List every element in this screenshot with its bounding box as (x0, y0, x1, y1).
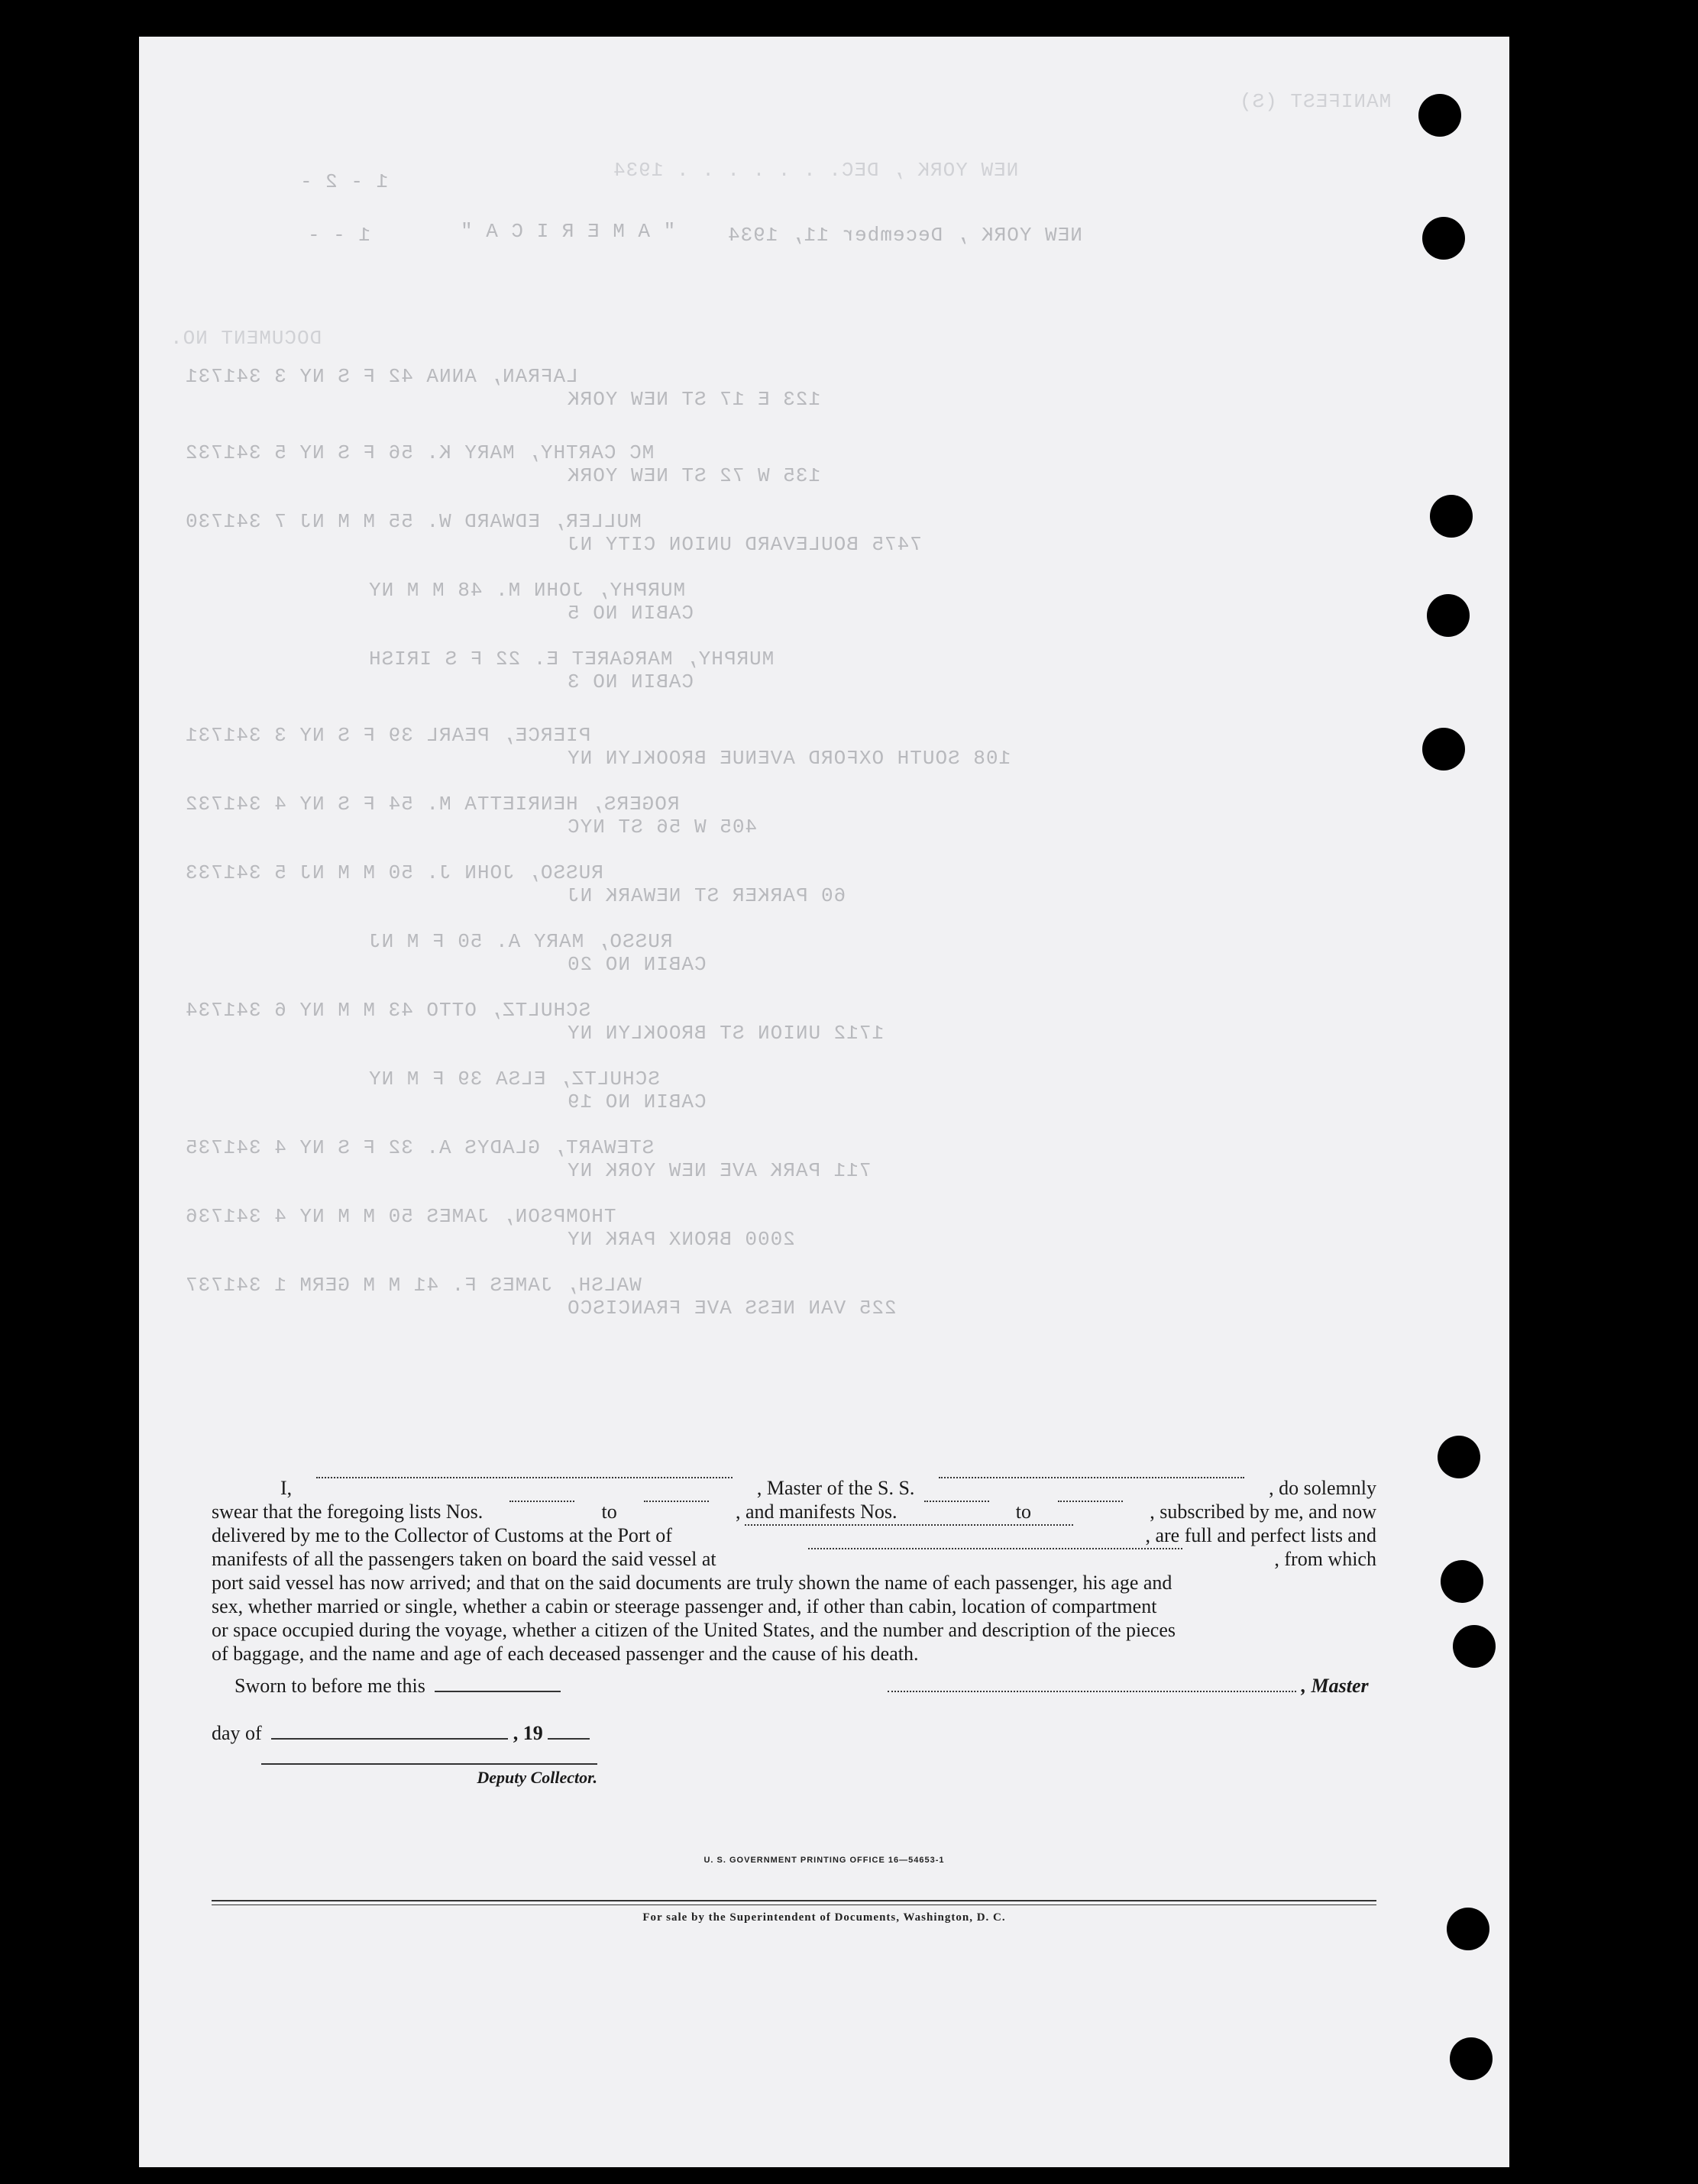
oath-and-manifests: , and manifests Nos. (735, 1501, 898, 1523)
oath-line-1 (212, 1476, 1376, 1500)
oath-do-solemnly: , do solemnly (1269, 1477, 1376, 1499)
oath-i: I, (280, 1477, 293, 1499)
date-row (212, 1722, 590, 1745)
punch-hole (1430, 495, 1473, 538)
ship-name-blank (939, 1476, 1244, 1478)
deputy-signature-blank (261, 1762, 597, 1765)
punch-hole (1450, 2037, 1493, 2080)
oath-manifests-all: manifests of all the passengers taken on board the said vessel at (212, 1548, 716, 1570)
oath-line-7: or space occupied during the voyage, whether a citizen of the United States, and the number and description of the pieces (212, 1619, 1176, 1641)
oath-to-1: to (601, 1501, 617, 1523)
oath-line-8: of baggage, and the name and age of each deceased passenger and the cause of his death. (212, 1643, 919, 1665)
oath-line-3 (212, 1523, 1376, 1547)
punch-hole (1438, 1436, 1480, 1478)
oath-line-6: sex, whether married or single, whether a cabin or steerage passenger and, if other than cabin, location of compartment (212, 1595, 1157, 1617)
departure-port-blank (808, 1547, 1182, 1549)
deputy-row (261, 1762, 597, 1788)
oath-delivered: delivered by me to the Collector of Customs at the Port of (212, 1524, 672, 1546)
sworn-label: Sworn to before me this (234, 1675, 425, 1697)
punch-hole (1453, 1625, 1496, 1668)
oath-to-2: to (1015, 1501, 1031, 1523)
month-blank (271, 1737, 508, 1740)
day-of-label: day of (212, 1722, 262, 1744)
punch-hole (1441, 1560, 1483, 1603)
footer-rule (212, 1900, 1376, 1901)
oath-full-perfect: , are full and perfect lists and (1145, 1524, 1376, 1546)
punch-hole (1422, 217, 1465, 260)
sworn-row (234, 1675, 561, 1698)
oath-line-2 (212, 1500, 1376, 1523)
master-signature-row (888, 1675, 1369, 1698)
port-blank (745, 1523, 1073, 1526)
sworn-day-blank (435, 1690, 561, 1692)
gpo-imprint: U. S. GOVERNMENT PRINTING OFFICE 16—54653-1 (703, 1856, 945, 1865)
punch-hole (1418, 94, 1461, 137)
master-signature-blank (888, 1690, 1296, 1692)
punch-hole (1427, 594, 1470, 637)
year-blank (548, 1737, 590, 1740)
list-from-blank (509, 1500, 574, 1502)
oath-swear: swear that the foregoing lists Nos. (212, 1501, 484, 1523)
sale-notice: For sale by the Superintendent of Documents, Washington, D. C. (642, 1911, 1006, 1924)
oath-paragraph (212, 1476, 1376, 1665)
deputy-collector-label: Deputy Collector. (477, 1768, 597, 1787)
oath-master-of: , Master of the S. S. (756, 1477, 915, 1499)
manifest-to-blank (1058, 1500, 1123, 1502)
list-to-blank (644, 1500, 709, 1502)
document-page: MANIFEST (S) NEW YORK , DEC. . . . . . . 1934 1 - 2 - " A M E R I C A " NEW YORK , December 11, 1934 1 - - DOCUMENT NO. LAFRAN, ANNA 42 F S NY 3 341731 123 E 17 ST NEW YORK MC CARTHY, MARY K. 56 F S NY 5 341732 135 W 72 ST NEW YORK MULLER, EDWARD W. 55 M M NJ 7 341730 7475 BOULEVARD UNION CITY NJ MURPHY, JOHN M. 48 M M NY CABIN NO 5 MURPHY, MARGARET E. 22 F S IRISH CABIN NO 3 PIERCE, PEARL 39 F S NY 3 341731 108 SOUTH OXFORD AVENUE BROOKLYN NY ROGERS, HENRIETTA M. 54 F S NY 4 341732 405 W 56 ST NYC RUSSO, JOHN J. 50 M M NJ 5 341733 60 PARKER ST NEWARK NJ RUSSO, MARY A. 50 F M NJ CABIN NO 20 SCHULTZ, OTTO 43 M M NY 6 341734 1712 UNION ST BROOKLYN NY SCHULTZ, ELSA 39 F M NY CABIN NO 19 STEWART, GLADYS A. 32 F S NY 4 341735 711 PARK AVE NEW YORK NY THOMPSON, JAMES 50 M M NY 4 341736 2000 BRONX PARK NY WALSH, JAMES F. 41 M M GERM 1 341737 225 VAN NESS AVE FRANCISCO I, , Master of the S. S. , do solemnly swear that the foregoing lists Nos. to , and manifests Nos. to , subscribed by me, and now delivered by me to the Collector of Customs at the Port of , are full and perfect lists and manifests of all the passengers taken on board the said vessel at , from which port said vessel has now arrived; and that on the said documents are truly shown the name of each passenger, his age and sex, whether married or single, whether a cabin or steerage passenger and, if other than cabin, location of compartment or space occupied during the voyage, whether a citizen of the United States, and the number and description of the pieces of baggage, and the name and age of each deceased passenger and the cause of his death. Sworn to before me this , Master day of , 19 Deputy Collector. U. S. GOVERNMENT PRINTING OFFICE 16—54653-1 For sale by the Superintendent of Documents, Washington, D. C. (139, 37, 1509, 2167)
punch-hole (1422, 728, 1465, 771)
master-label: , Master (1301, 1675, 1369, 1697)
oath-subscribed: , subscribed by me, and now (1150, 1501, 1376, 1523)
year-label: , 19 (513, 1722, 543, 1744)
oath-line-5: port said vessel has now arrived; and that on the said documents are truly shown the name of each passenger, his age and (212, 1572, 1172, 1594)
manifest-from-blank (924, 1500, 989, 1502)
oath-line-4 (212, 1547, 1376, 1571)
oath-from-which: , from which (1274, 1548, 1376, 1570)
master-name-blank (316, 1476, 733, 1478)
